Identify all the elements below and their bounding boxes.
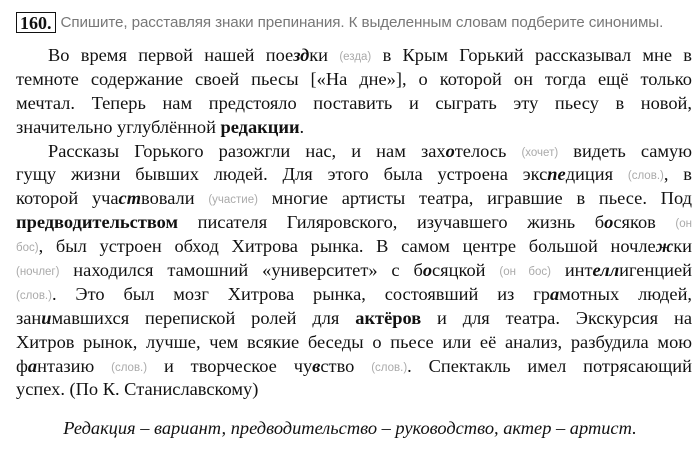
hint-word: (езда) [339,51,372,63]
highlighted-letters: о [604,212,614,233]
highlighted-letters: в [312,355,321,376]
hint-word: (ночлег) [16,266,60,279]
text-line [16,211,692,235]
hint-word: (участие) [208,194,258,207]
text-segment: вовали [141,188,209,209]
text-line [16,44,692,68]
text-segment: многие артисты театра, игравшие в пьесе. Под [257,188,692,209]
text-segment: гущу жизни бывших людей. Для этого была устроена экс [16,164,548,185]
text-segment: зан [16,307,42,328]
text-line [16,331,692,355]
text-line [16,235,692,259]
hint-word: бос) [16,242,39,255]
exercise-header [16,10,696,34]
text-segment: Во время первой нашей пое [48,45,294,65]
highlighted-letters: ст [118,188,142,209]
highlighted-letters: и [41,307,52,328]
highlighted-letters: елл [592,260,620,281]
text-segment: Рассказы Горького разожгли нас, и нам зах [48,140,446,161]
text-segment: мечтал. Теперь нам предстояло поставить и сыграть эту пьесу в новой, [16,92,692,113]
text-segment: игенцией [619,260,692,281]
hint-word: (хочет) [521,146,559,159]
text-segment: мотных людей, [559,283,693,304]
text-segment: находился тамошний «университет» с б [59,260,423,281]
text-segment: ф [16,355,28,376]
hint-word: (он [675,218,692,231]
text-segment: значительно углублённой [16,116,221,137]
highlighted-letters: пе [547,164,566,185]
text-segment: телось [454,140,522,161]
hint-word: (слов.) [627,170,664,183]
text-segment: . Это был мозг Хитрова рынка, состоявший из гр [51,283,550,304]
text-line [16,92,692,116]
text-segment: . Спектакль имел потрясающий [407,355,692,376]
text-segment: видеть самую [558,140,692,161]
text-segment: инт [550,260,593,281]
text-segment: ки [309,45,340,65]
text-line [16,378,692,402]
text-segment: темноте содержание своей пьесы [«На дне»], о которой он тогда ещё только [16,68,692,89]
text-segment: нтазию [37,355,112,376]
text-segment: в Крым Горький рассказывал мне в [371,45,692,65]
text-segment: . [299,116,305,137]
selected-word: редакции [220,116,300,137]
text-segment: сяцкой [432,260,500,281]
selected-word: предводительством [16,212,179,233]
text-line [16,116,692,140]
text-line [16,283,692,307]
text-segment: ство [320,355,372,376]
text-segment: мавшихся перепиской ролей для [51,307,356,328]
text-segment: и для театра. Экскурсия на [421,307,693,328]
text-segment: и творческое чу [147,355,313,376]
text-segment: ки [673,236,692,257]
text-segment: , в [663,164,692,185]
text-line [16,187,692,211]
answer-line: Редакция – вариант, предводительство – руководство, актер – артист. [63,418,637,438]
highlighted-letters: о [422,260,433,281]
exercise-instruction: Спишите, расставляя знаки препинания. К выделенным словам подберите синонимы. [60,13,664,31]
hint-word: (слов.) [111,361,148,374]
highlighted-letters: а [549,283,560,304]
text-line [16,355,692,379]
selected-word: актёров [355,307,422,328]
text-line [16,68,692,92]
highlighted-letters: ж [655,236,674,257]
text-segment: писателя Гиляровского, изучавшего жизнь б [178,212,605,233]
highlighted-letters: а [27,355,38,376]
hint-word: (слов.) [16,289,52,302]
hint-word: (он бос) [499,266,551,279]
hint-word: (слов.) [371,361,408,374]
text-line [16,307,692,331]
highlighted-letters: зд [293,45,310,65]
highlighted-letters: о [445,140,455,161]
text-segment: успех. (По К. Станиславскому) [16,379,259,400]
text-segment: Хитров рынок, лучше, чем всякие беседы о пьесе или её анализ, разбудила мою [16,331,692,352]
exercise-text [16,44,692,402]
exercise-number: 160. [16,12,56,33]
text-segment: , был устроен обход Хитрова рынка. В самом центре большой ночле [38,236,656,257]
text-segment: сяков [613,212,676,233]
text-segment: диция [565,164,628,185]
text-line [16,163,692,187]
text-segment: которой уча [16,188,119,209]
text-line [16,259,692,283]
text-line [16,140,692,164]
